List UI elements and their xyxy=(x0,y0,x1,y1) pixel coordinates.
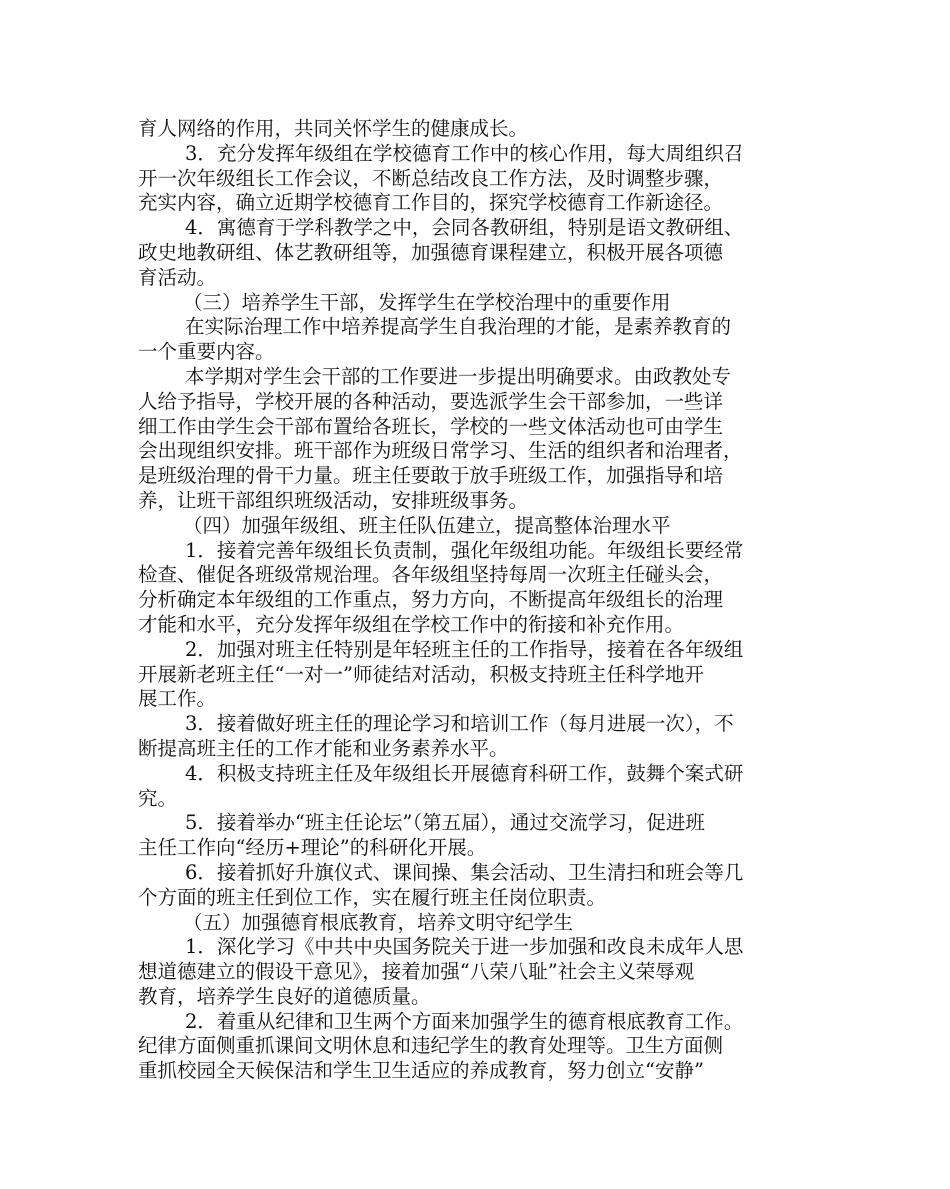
paragraph-first-line: 1．深化学习《中共中央国务院关于进一步加强和改良未成年人思 xyxy=(185,935,744,959)
document-body xyxy=(138,117,818,1084)
body-text-line: 人给予指导，学校开展的各种活动，要选派学生会干部参加，一些详 xyxy=(138,389,724,413)
section-heading: （五）加强德育根底教育，培养文明守纪学生 xyxy=(183,910,574,934)
body-text-line: 展工作。 xyxy=(138,687,217,711)
body-text-line: 是班级治理的骨干力量。班主任要敢于放手班级工作，加强指导和培 xyxy=(138,464,724,488)
body-text-line: 充实内容，确立近期学校德育工作目的，探究学校德育工作新途径。 xyxy=(138,191,724,215)
paragraph-first-line: 4．积极支持班主任及年级组长开展德育科研工作，鼓舞个案式研 xyxy=(185,761,744,785)
paragraph-first-line: 6．接着抓好升旗仪式、课间操、集会活动、卫生清扫和班会等几 xyxy=(185,860,744,884)
body-text-line: 政史地教研组、体艺教研组等，加强德育课程建立，积极开展各项德 xyxy=(138,240,724,264)
body-text-line: 养，让班干部组织班级活动，安排班级事务。 xyxy=(138,488,529,512)
body-text-line: 个方面的班主任到位工作，实在履行班主任岗位职责。 xyxy=(138,885,607,909)
body-text-line: 细工作由学生会干部布置给各班长，学校的一些文体活动也可由学生 xyxy=(138,414,724,438)
body-text-line: 想道德建立的假设干意见》，接着加强“八荣八耻”社会主义荣辱观 xyxy=(138,960,695,984)
paragraph-first-line: 5．接着举办“班主任论坛”（第五届），通过交流学习，促进班 xyxy=(185,811,705,835)
paragraph-first-line: 3．接着做好班主任的理论学习和培训工作（每月进展一次），不 xyxy=(185,712,734,736)
body-text-line: 分析确定本年级组的工作重点，努力方向，不断提高年级组长的治理 xyxy=(138,588,724,612)
paragraph-first-line: 4．寓德育于学科教学之中，会同各教研组，特别是语文教研组、 xyxy=(185,216,744,240)
body-text-line: 检查、催促各班级常规治理。各年级组坚持每周一次班主任碰头会， xyxy=(138,563,724,587)
paragraph-first-line: 本学期对学生会干部的工作要进一步提出明确要求。由政教处专 xyxy=(185,364,732,388)
body-text-line: 重抓校园全天候保洁和学生卫生适应的养成教育，努力创立“安静” xyxy=(138,1059,704,1083)
body-text-line: 会出现组织安排。班干部作为班级日常学习、生活的组织者和治理者， xyxy=(138,439,743,463)
paragraph-first-line: 1．接着完善年级组长负责制，强化年级组功能。年级组长要经常 xyxy=(185,538,744,562)
paragraph-first-line: 3．充分发挥年级组在学校德育工作中的核心作用，每大周组织召 xyxy=(185,141,744,165)
paragraph-first-line: 2．加强对班主任特别是年轻班主任的工作指导，接着在各年级组 xyxy=(185,637,744,661)
section-heading: （四）加强年级组、班主任队伍建立，提高整体治理水平 xyxy=(183,513,671,537)
body-text-line: 一个重要内容。 xyxy=(138,340,275,364)
paragraph-first-line: 2．着重从纪律和卫生两个方面来加强学生的德育根底教育工作。 xyxy=(185,1009,744,1033)
body-text-line: 育人网络的作用，共同关怀学生的健康成长。 xyxy=(138,117,529,140)
body-text-line: 主任工作向“经历+理论”的科研化开展。 xyxy=(138,836,487,860)
body-text-line: 开展新老班主任“一对一”师徒结对活动，积极支持班主任科学地开 xyxy=(138,662,704,686)
body-text-line: 教育，培养学生良好的道德质量。 xyxy=(138,984,431,1008)
body-text-line: 究。 xyxy=(138,786,178,810)
body-text-line: 才能和水平，充分发挥年级组在学校工作中的衔接和补充作用。 xyxy=(138,612,685,636)
paragraph-first-line: 在实际治理工作中培养提高学生自我治理的才能，是素养教育的 xyxy=(185,315,732,339)
body-text-line: 育活动。 xyxy=(138,265,217,289)
section-heading: （三）培养学生干部，发挥学生在学校治理中的重要作用 xyxy=(183,290,671,314)
body-text-line: 断提高班主任的工作才能和业务素养水平。 xyxy=(138,736,509,760)
body-text-line: 纪律方面侧重抓课间文明休息和违纪学生的教育处理等。卫生方面侧 xyxy=(138,1034,724,1058)
body-text-line: 开一次年级组长工作会议，不断总结改良工作方法，及时调整步骤， xyxy=(138,166,724,190)
